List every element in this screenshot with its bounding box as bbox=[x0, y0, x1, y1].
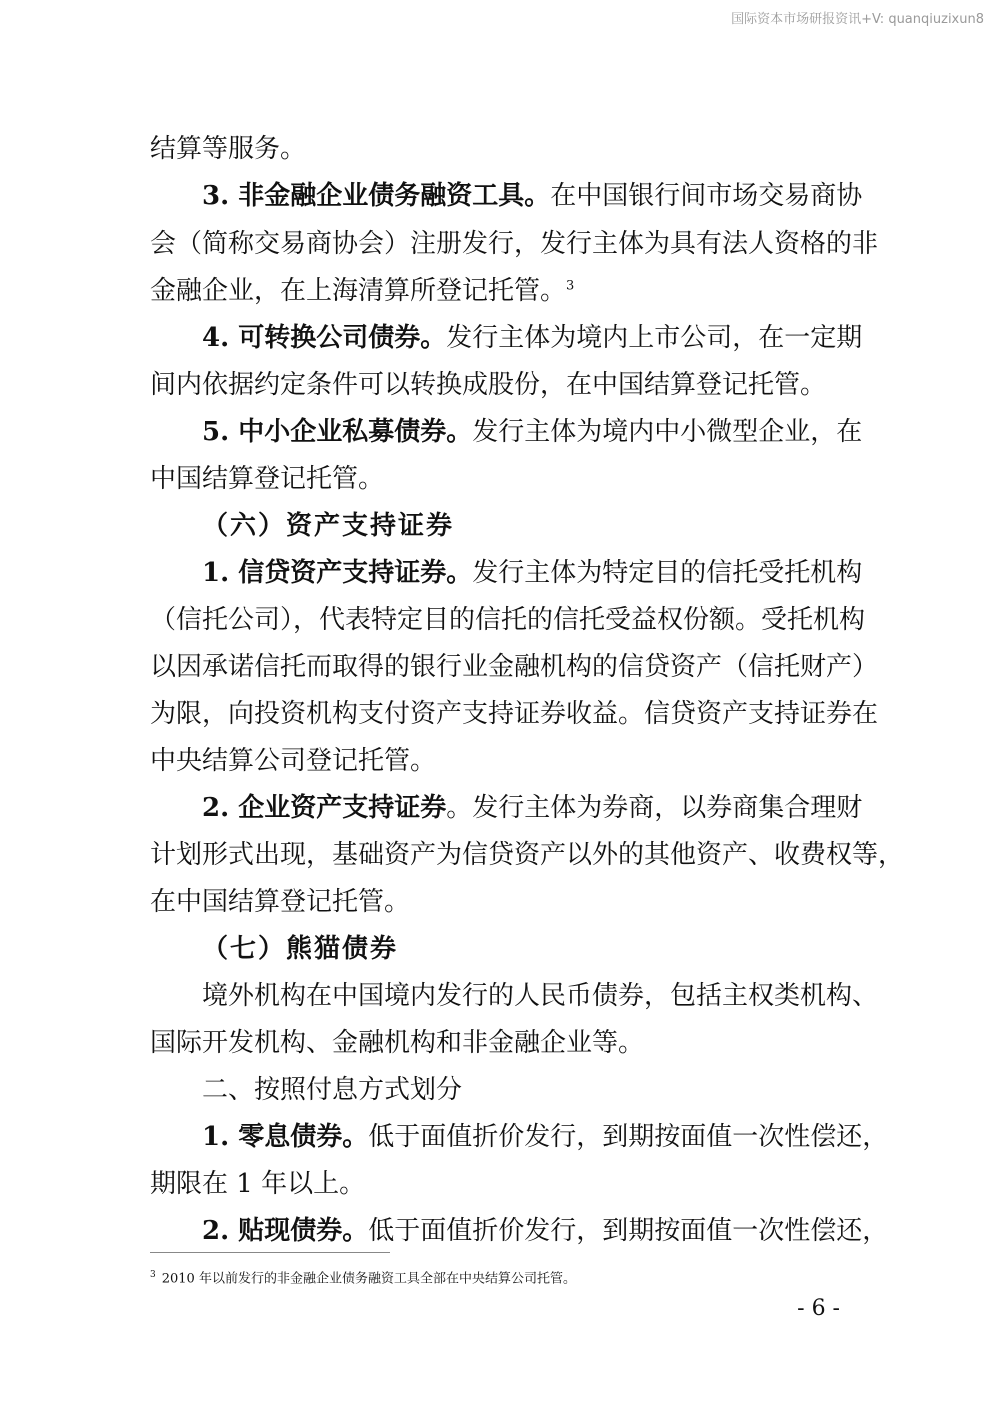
body-line: 结算等服务。 bbox=[150, 134, 307, 164]
section-heading: （六）资产支持证券 bbox=[202, 511, 455, 541]
footnote-ref: 3 bbox=[566, 278, 575, 294]
body-line: 会（简称交易商协会）注册发行，发行主体为具有法人资格的非 bbox=[150, 229, 879, 259]
item-heading: 4. 可转换公司债券。 bbox=[202, 323, 447, 353]
body-line: 在中国结算登记托管。 bbox=[150, 887, 411, 917]
body-line: 境外机构在中国境内发行的人民币债券，包括主权类机构、 bbox=[202, 981, 879, 1011]
body-line: 中央结算公司登记托管。 bbox=[150, 746, 437, 776]
item-heading: 2. 贴现债券。 bbox=[202, 1216, 369, 1246]
body-line: 1. 零息债券。低于面值折价发行，到期按面值一次性偿还， bbox=[202, 1122, 889, 1152]
body-line: 间内依据约定条件可以转换成股份，在中国结算登记托管。 bbox=[150, 370, 827, 400]
body-line: 2. 贴现债券。低于面值折价发行，到期按面值一次性偿还， bbox=[202, 1216, 889, 1246]
item-heading: 1. 信贷资产支持证券。 bbox=[202, 558, 473, 588]
footnote-text: 2010 年以前发行的非金融企业债务融资工具全部在中央结算公司托管。 bbox=[161, 1271, 576, 1287]
footnote-mark: 3 bbox=[150, 1270, 156, 1280]
body-line: 5. 中小企业私募债券。发行主体为境内中小微型企业，在 bbox=[202, 417, 863, 447]
item-heading: 2. 企业资产支持证券 bbox=[202, 793, 447, 823]
item-heading: 5. 中小企业私募债券。 bbox=[202, 417, 473, 447]
footnote bbox=[150, 1266, 576, 1288]
body-line: 期限在 1 年以上。 bbox=[150, 1169, 366, 1199]
body-line: 以因承诺信托而取得的银行业金融机构的信贷资产（信托财产） bbox=[150, 652, 879, 682]
body-line: 计划形式出现，基础资产为信贷资产以外的其他资产、收费权等， bbox=[150, 840, 905, 870]
body-line: 中国结算登记托管。 bbox=[150, 464, 385, 494]
watermark: 国际资本市场研报资讯+V: quanqiuzixun8 bbox=[731, 12, 984, 27]
item-heading: 3. 非金融企业债务融资工具。 bbox=[202, 181, 551, 211]
body-line: 4. 可转换公司债券。发行主体为境内上市公司，在一定期 bbox=[202, 323, 863, 353]
section-heading: （七）熊猫债券 bbox=[202, 934, 399, 964]
footnote-separator bbox=[150, 1252, 390, 1253]
body-line: 国际开发机构、金融机构和非金融企业等。 bbox=[150, 1028, 645, 1058]
body-line: 金融企业，在上海清算所登记托管。$^3$ bbox=[150, 276, 575, 306]
body-line: 1. 信贷资产支持证券。发行主体为特定目的信托受托机构 bbox=[202, 558, 863, 588]
body-line: 3. 非金融企业债务融资工具。在中国银行间市场交易商协 bbox=[202, 181, 863, 211]
body-line: （信托公司），代表特定目的信托的信托受益权份额。受托机构 bbox=[150, 605, 866, 635]
item-heading: 1. 零息债券。 bbox=[202, 1122, 369, 1152]
page-number: - 6 - bbox=[797, 1296, 840, 1321]
body-line: 为限，向投资机构支付资产支持证券收益。信贷资产支持证券在 bbox=[150, 699, 879, 729]
chapter-heading: 二、按照付息方式划分 bbox=[202, 1075, 463, 1105]
body-line: 2. 企业资产支持证券。发行主体为券商，以券商集合理财 bbox=[202, 793, 863, 823]
